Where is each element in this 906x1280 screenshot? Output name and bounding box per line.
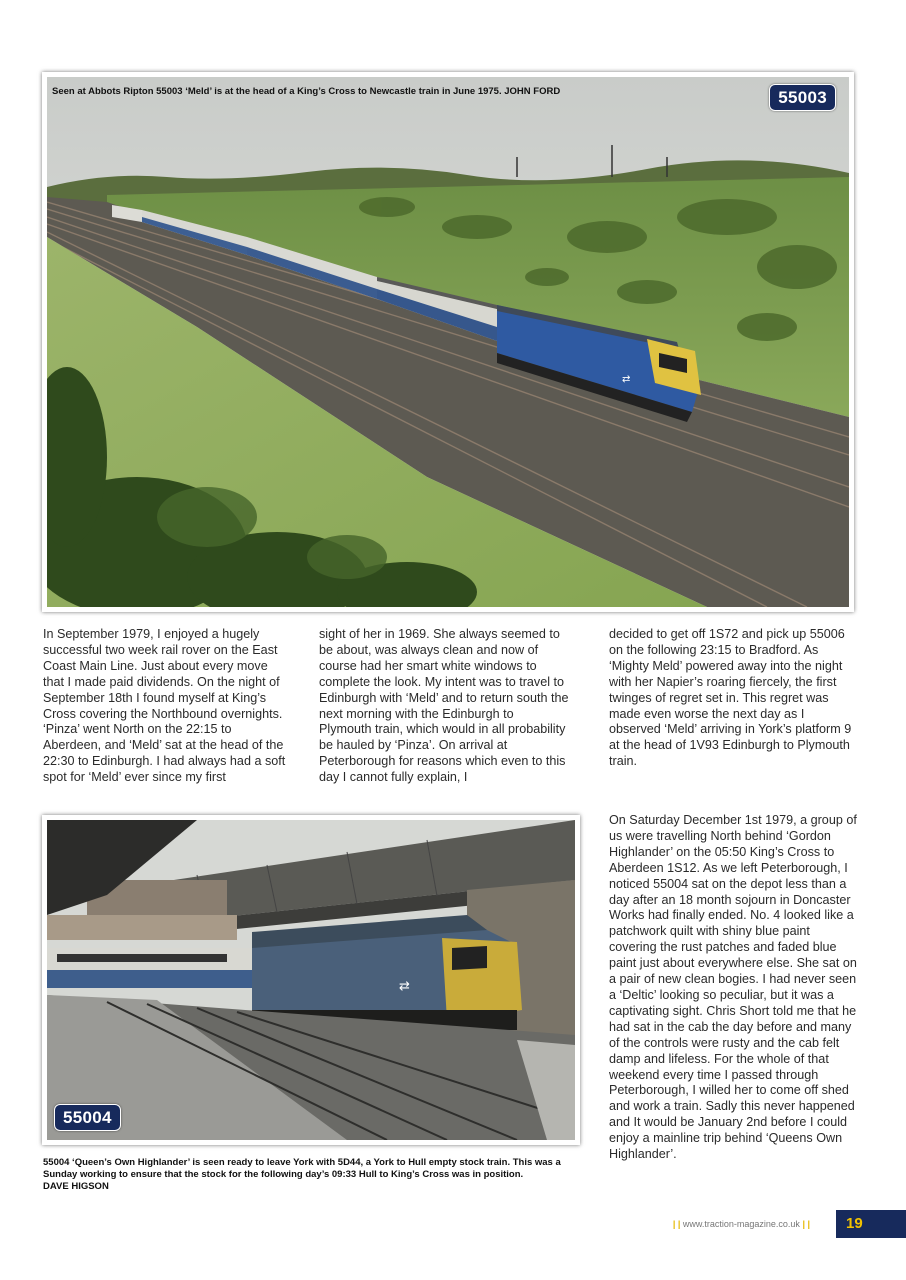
page-number: 19 [836, 1210, 906, 1238]
top-photo-badge: 55003 [769, 84, 836, 111]
bottom-photo-caption [43, 1157, 583, 1193]
bottom-photo [42, 815, 580, 1145]
footer-url-text[interactable]: www.traction-magazine.co.uk [682, 1219, 800, 1229]
article-column-3b-text: On Saturday December 1st 1979, a group of us were travelling North behind ‘Gordon Highlander’ on the 05:50 King’s Cross to Aberdeen 1S12. As we left Peterborough, I noticed 55004 sat on the depot less than a day after an 18 month sojourn in Doncaster Works had finally ended. No. 4 looked like a patchwork quilt with shiny blue paint covering the rust patches and faded blue paint just about everywhere else. She sat on a pair of new clean bogies. I had never seen a ‘Deltic’ looking so peculiar, but it was a captivating sight. Chris Short told me that he had sat in the cab the day before and many of the controls were rusty and the cab felt damp and lifeless. For the whole of that weekend every time I passed through Peterborough, I willed her to come off shed and work a train. Sadly this never happened and It would be January 2nd before I could enjoy a mainline trip behind ‘Queens Own Highlander’. [609, 813, 857, 1162]
bottom-caption-credit: DAVE HIGSON [43, 1181, 109, 1192]
article-column-3-text: decided to get off 1S72 and pick up 55006 on the following 23:15 to Bradford. As ‘Mighty Meld’ powered away into the night with her Napier’s roaring fiercely, the first twinges of regret set in. This regret was made even worse the next day as I observed ‘Meld’ arriving in York’s platform 9 at the head of 1V93 Edinburgh to Plymouth train. [609, 627, 852, 769]
article-column-1 [43, 627, 288, 786]
footer-url[interactable]: | | www.traction-magazine.co.uk | | [672, 1219, 810, 1229]
bottom-photo-badge: 55004 [54, 1104, 121, 1131]
article-column-1-text: In September 1979, I enjoyed a hugely successful two week rail rover on the East Coast Main Line. Just about every move that I made paid dividends. On the night of September 18th I found myself at King’s Cross covering the Northbound overnights. ‘Pinza’ went North on the 22:15 to Aberdeen, and ‘Meld’ sat at the head of the 22:30 to Edinburgh. I had always had a soft spot for ‘Meld’ ever since my first [43, 627, 286, 785]
svg-text:⇄: ⇄ [622, 374, 631, 385]
bottom-caption-line-2: Sunday working to ensure that the stock for the following day’s 09:33 Hull to King’s Cross was in position. [43, 1169, 524, 1180]
article-column-3b [609, 813, 859, 1163]
top-photo-image [47, 77, 849, 607]
article-column-2 [319, 627, 569, 786]
bottom-photo-image [47, 820, 575, 1140]
bottom-caption-line-1: 55004 ‘Queen’s Own Highlander’ is seen ready to leave York with 5D44, a York to Hull empty stock train. This was a [43, 1157, 561, 1168]
svg-text:⇄: ⇄ [399, 979, 410, 994]
top-photo [42, 72, 854, 612]
top-photo-caption: Seen at Abbots Ripton 55003 ‘Meld’ is at the head of a King’s Cross to Newcastle train in June 1975. JOHN FORD [52, 86, 561, 97]
article-column-3 [609, 627, 859, 770]
article-column-2-text: sight of her in 1969. She always seemed to be about, was always clean and now of course had her smart white windows to complete the look. My intent was to travel to Edinburgh with ‘Meld’ and to return south the next morning with the Edinburgh to Plymouth train, which would in all probability be hauled by ‘Pinza’. On arrival at Peterborough for reasons which even to this day I cannot fully explain, I [319, 627, 569, 785]
